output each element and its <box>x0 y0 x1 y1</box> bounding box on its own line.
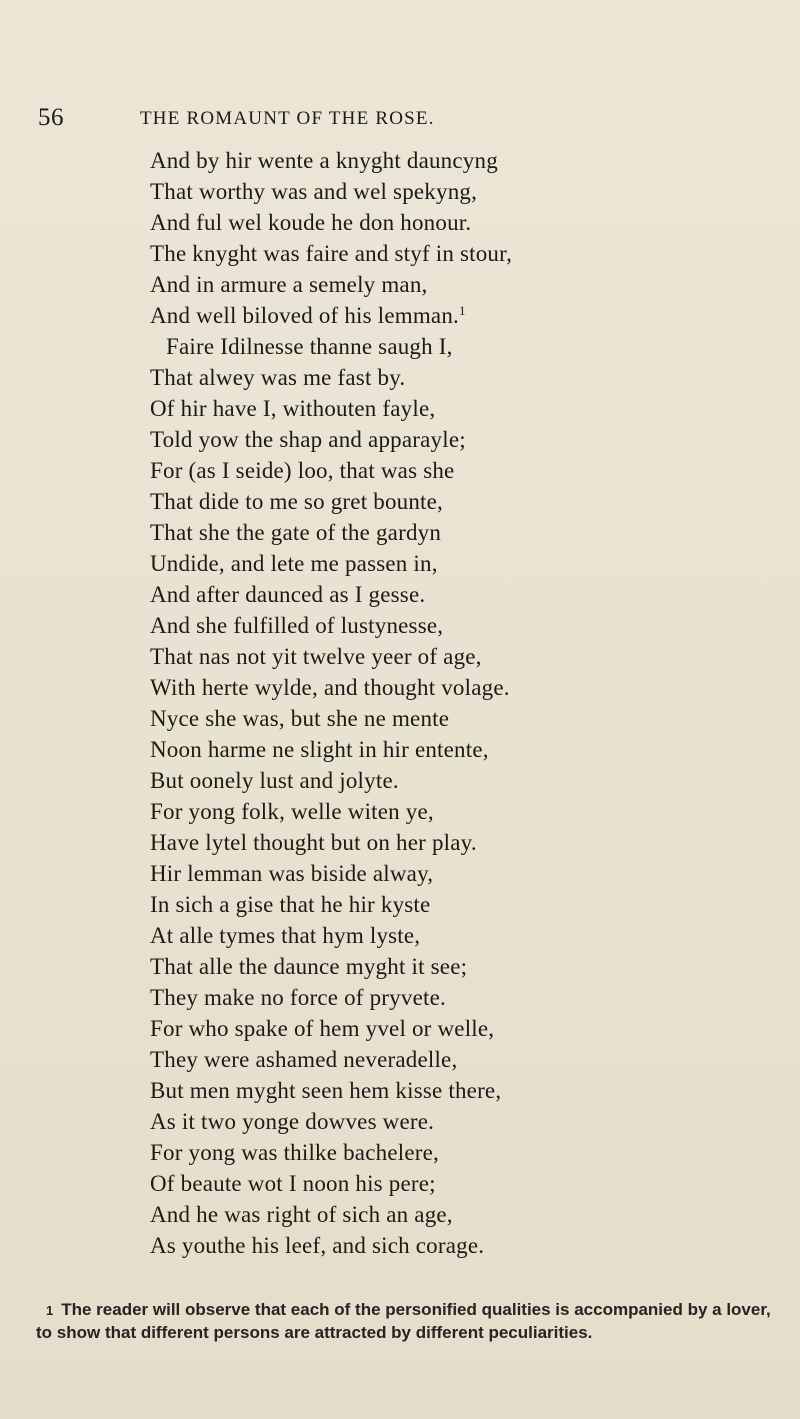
page-header <box>0 104 800 136</box>
poem-line: And ful wel koude he don honour. <box>150 210 472 235</box>
poem-line: For who spake of hem yvel or welle, <box>150 1016 495 1041</box>
poem-line: In sich a gise that he hir kyste <box>150 892 431 917</box>
poem-line: Undide, and lete me passen in, <box>150 551 438 576</box>
poem-line: And by hir wente a knyght dauncyng <box>150 148 498 173</box>
poem-line: Hir lemman was biside alway, <box>150 861 434 886</box>
footnote-reference: 1 <box>459 303 466 318</box>
poem-line: That worthy was and wel spekyng, <box>150 179 478 204</box>
poem-line: Of beaute wot I noon his pere; <box>150 1171 436 1196</box>
poem-line: They were ashamed neveradelle, <box>150 1047 458 1072</box>
poem-line-text: And well biloved of his lemman. <box>150 303 459 328</box>
poem-line: And after daunced as I gesse. <box>150 582 426 607</box>
poem-line: Of hir have I, withouten fayle, <box>150 396 436 421</box>
poem-line: That she the gate of the gardyn <box>150 520 442 545</box>
poem-line: That nas not yit twelve yeer of age, <box>150 644 482 669</box>
footnote <box>36 1299 778 1344</box>
poem-line: Noon harme ne slight in hir entente, <box>150 737 489 762</box>
poem-text <box>150 145 770 1261</box>
poem-line: For yong folk, welle witen ye, <box>150 799 434 824</box>
poem-line: Have lytel thought but on her play. <box>150 830 477 855</box>
poem-line-with-footnote <box>150 300 770 331</box>
poem-line: But men myght seen hem kisse there, <box>150 1078 502 1103</box>
poem-line: For (as I seide) loo, that was she <box>150 458 455 483</box>
poem-line: That alle the daunce myght it see; <box>150 954 468 979</box>
poem-line: At alle tymes that hym lyste, <box>150 923 421 948</box>
page-number: 56 <box>38 104 64 131</box>
poem-line: And in armure a semely man, <box>150 272 428 297</box>
footnote-text: The reader will observe that each of the personified qualities is accompanied by a lover, to show that different persons are attracted by different peculiarities. <box>36 1300 771 1342</box>
poem-line: Told yow the shap and apparayle; <box>150 427 466 452</box>
poem-line: For yong was thilke bachelere, <box>150 1140 439 1165</box>
poem-line: That alwey was me fast by. <box>150 365 406 390</box>
poem-line: That dide to me so gret bounte, <box>150 489 443 514</box>
poem-line: Nyce she was, but she ne mente <box>150 706 450 731</box>
poem-line: They make no force of pryvete. <box>150 985 446 1010</box>
footnote-marker: 1 <box>46 1303 54 1318</box>
poem-line: And he was right of sich an age, <box>150 1202 453 1227</box>
poem-line: The knyght was faire and styf in stour, <box>150 241 513 266</box>
poem-line: As youthe his leef, and sich corage. <box>150 1233 485 1258</box>
poem-line: But oonely lust and jolyte. <box>150 768 399 793</box>
poem-line: And she fulfilled of lustynesse, <box>150 613 444 638</box>
poem-line: With herte wylde, and thought volage. <box>150 675 510 700</box>
poem-line: Faire Idilnesse thanne saugh I, <box>166 334 453 359</box>
running-title: THE ROMAUNT OF THE ROSE. <box>140 108 435 129</box>
poem-line: As it two yonge dowves were. <box>150 1109 435 1134</box>
